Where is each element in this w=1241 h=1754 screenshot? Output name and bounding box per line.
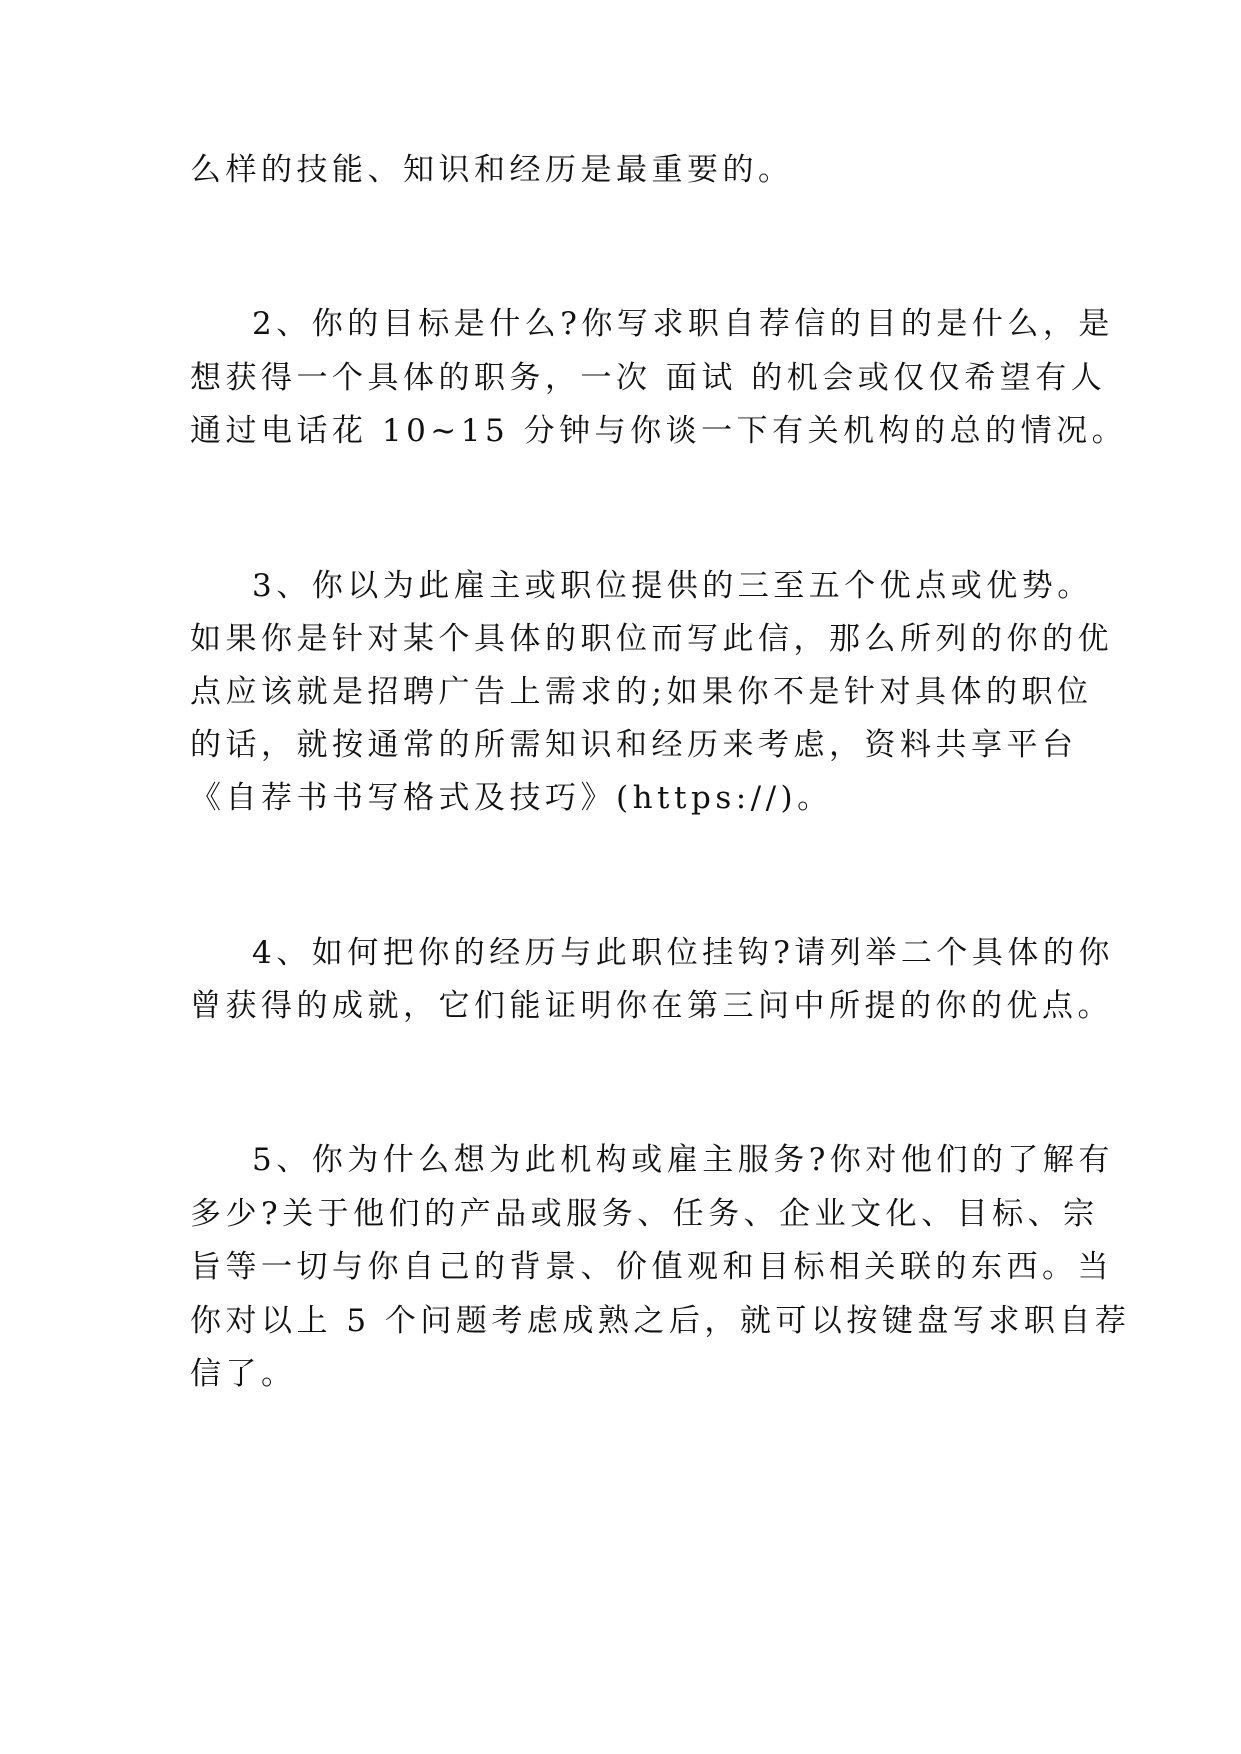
paragraph-3-line-2: 如果你是针对某个具体的职位而写此信，那么所列的你的优 (190, 621, 1113, 657)
paragraph-4-line-2: 曾获得的成就，它们能证明你在第三问中所提的你的优点。 (190, 988, 1113, 1024)
paragraph-2-line-2: 想获得一个具体的职务，一次 面试 的机会或仅仅希望有人 (190, 360, 1107, 396)
paragraph-2-line-1: 2、你的目标是什么?你写求职自荐信的目的是什么，是 (252, 306, 1114, 342)
paragraph-3-line-4: 的话，就按通常的所需知识和经历来考虑，资料共享平台 (190, 727, 1078, 763)
paragraph-3-line-3: 点应该就是招聘广告上需求的;如果你不是针对具体的职位 (190, 674, 1093, 710)
paragraph-5-line-1: 5、你为什么想为此机构或雇主服务?你对他们的了解有 (252, 1142, 1114, 1178)
paragraph-5-line-3: 旨等一切与你自己的背景、价值观和目标相关联的东西。当 (190, 1249, 1113, 1285)
paragraph-5-line-5: 信了。 (190, 1356, 297, 1392)
paragraph-1-line-1: 么样的技能、知识和经历是最重要的。 (190, 152, 794, 188)
paragraph-3-line-5: 《自荐书书写格式及技巧》(https://)。 (190, 780, 833, 816)
paragraph-5-line-4: 你对以上 5 个问题考虑成熟之后，就可以按键盘写求职自荐 (190, 1303, 1131, 1339)
paragraph-2-line-3: 通过电话花 10~15 分钟与你谈一下有关机构的总的情况。 (190, 413, 1128, 449)
paragraph-4-line-1: 4、如何把你的经历与此职位挂钩?请列举二个具体的你 (252, 935, 1114, 971)
paragraph-3-line-1: 3、你以为此雇主或职位提供的三至五个优点或优势。 (252, 568, 1093, 604)
paragraph-5-line-2: 多少?关于他们的产品或服务、任务、企业文化、目标、宗 (190, 1196, 1099, 1232)
